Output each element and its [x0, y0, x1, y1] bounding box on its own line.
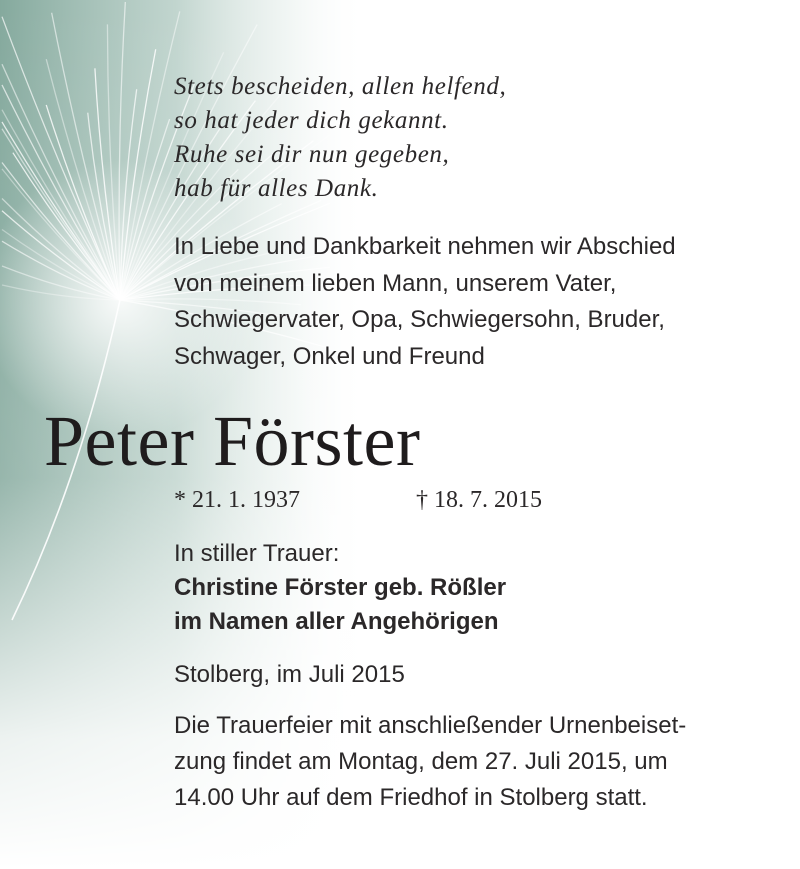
mourning-heading: In stiller Trauer:: [174, 540, 340, 567]
place-date: Stolberg, im Juli 2015: [174, 661, 405, 688]
signatory-name: Christine Förster geb. Rößler: [174, 574, 507, 601]
farewell-line: von meinem lieben Mann, unserem Vater,: [174, 269, 617, 297]
funeral-notice: [174, 708, 686, 816]
mourners-block: [174, 537, 506, 639]
birth-date: * 21. 1. 1937: [174, 487, 300, 513]
family-line: im Namen aller Angehörigen: [174, 608, 499, 635]
deceased-name: Peter Förster: [44, 401, 421, 481]
death-date: † 18. 7. 2015: [416, 487, 542, 513]
poem-line: so hat jeder dich gekannt.: [174, 107, 449, 134]
poem-line: Stets bescheiden, allen helfend,: [174, 73, 507, 100]
poem-line: Ruhe sei dir nun gegeben,: [174, 141, 450, 168]
poem-line: hab für alles Dank.: [174, 175, 379, 202]
funeral-line: 14.00 Uhr auf dem Friedhof in Stolberg statt.: [174, 784, 648, 811]
farewell-line: Schwiegervater, Opa, Schwiegersohn, Bruder,: [174, 306, 665, 333]
farewell-text: [174, 229, 676, 375]
farewell-line: In Liebe und Dankbarkeit nehmen wir Abschied: [174, 233, 676, 260]
funeral-line: zung findet am Montag, dem 27. Juli 2015, um: [174, 748, 668, 775]
farewell-line: Schwager, Onkel und Freund: [174, 342, 485, 370]
funeral-line: Die Trauerfeier mit anschließender Urnenbeiset-: [174, 712, 687, 739]
poem-verse: [174, 70, 506, 206]
